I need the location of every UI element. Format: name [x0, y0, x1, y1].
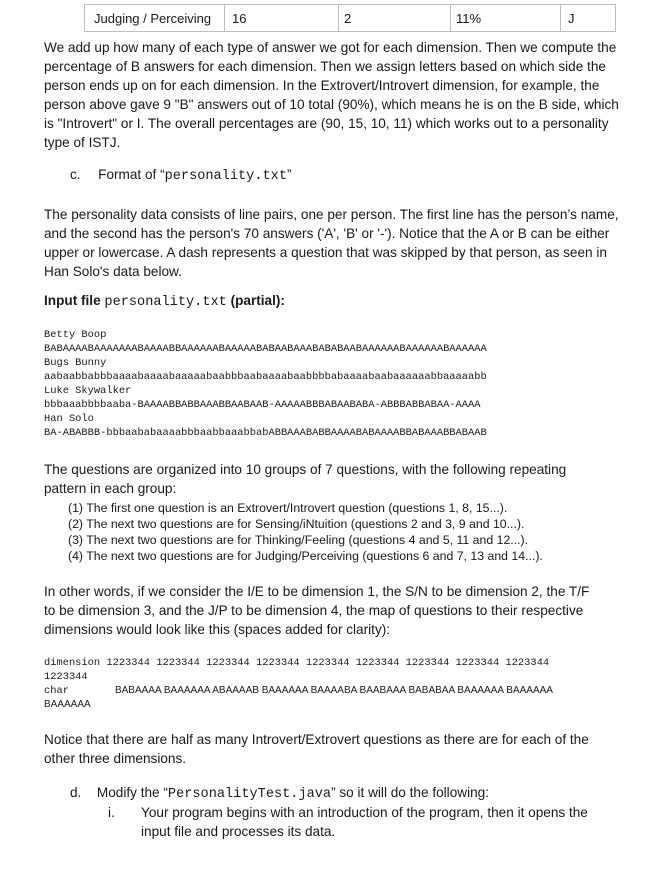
char-line: char BABAAAA BAAAAAA ABAAAAB BAAAAAA BAAAABA BAABAAA BABABAA BAAAAAA BAAAAAA	[44, 685, 553, 697]
filename: personality.txt	[104, 295, 227, 310]
section-c-heading: c. Format of “personality.txt”	[70, 167, 292, 184]
list-item: (1) The first one question is an Extrovert/Introvert question (questions 1, 8, 15...).	[68, 501, 508, 515]
letter-cell: J	[568, 11, 575, 26]
dimension-map	[44, 656, 553, 712]
b-count-cell: 2	[344, 11, 352, 26]
table-border	[615, 5, 616, 31]
table-border	[338, 5, 339, 31]
format-paragraph: The personality data consists of line pairs, one per person. The first line has the person’s name, and the second has the person's 70 answers ('A', 'B' or '-'). Notice that the A or B can be either upper or lowercase. A dash represents a question that was skipped by that person, as seen in Han Solo's data below.	[44, 207, 619, 279]
table-border	[560, 5, 561, 31]
intro-paragraph: We add up how many of each type of answer we got for each dimension. Then we compute the percentage of B answers for each dimension. Then we assign letters based on which side the person ends up on for each dimension. In the Extrovert/Introvert dimension, for example, the person above gave 9 "B" answers out of 10 total (90%), which means he is on the B side, which is "Introvert" or I. The overall percentages are (90, 15, 10, 11) which works out to a personality type of ISTJ.	[44, 40, 619, 150]
a-count-cell: 16	[232, 11, 247, 26]
dimension-line-wrap: 1223344	[44, 671, 88, 683]
input-file-heading: Input file personality.txt (partial):	[44, 293, 285, 310]
section-d-heading: d. Modify the “PersonalityTest.java” so it will do the following:	[70, 785, 489, 802]
percent-cell: 11%	[456, 11, 482, 26]
person-name: Luke Skywalker	[44, 385, 132, 397]
list-marker: i.	[108, 805, 115, 820]
dimension-line: dimension 1223344 1223344 1223344 1223344 1223344 1223344 1223344 1223344 1223344	[44, 657, 550, 669]
table-border	[224, 5, 225, 31]
summary-table-row	[84, 4, 616, 32]
input-file-listing	[44, 328, 487, 440]
dimension-label: Judging / Perceiving	[94, 11, 212, 26]
answer-line: aabaabbabbbaaaabaaaabaaaaabaabbbaabaaaabaabbbbabaaaabaabaaaaaabbaaaaabb	[44, 371, 487, 383]
filename: personality.txt	[164, 169, 287, 184]
filename: PersonalityTest.java	[167, 787, 332, 802]
char-line-wrap: BAAAAAA	[44, 699, 91, 710]
person-name: Han Solo	[44, 413, 94, 425]
list-item: (3) The next two questions are for Thinking/Feeling (questions 4 and 5, 11 and 12...).	[68, 533, 529, 547]
person-name: Bugs Bunny	[44, 357, 107, 369]
answer-line: bbbaaabbbbaaba-BAAAABBABBAAABBAABAAB-AAAAABBBABAABABA-ABBBABBABAA-AAAA	[44, 399, 481, 411]
answer-line: BA-ABABBB-bbbaababaaaabbbaabbaaabbabABBAAABABBAAAABABAAAABBABAAABBABAAB	[44, 427, 487, 439]
table-border	[84, 5, 85, 31]
table-border	[450, 5, 451, 31]
section-d-item-i: i. Your program begins with an introduction of the program, then it opens the input file and processes its data.	[108, 805, 588, 839]
dimension-paragraph: In other words, if we consider the I/E to be dimension 1, the S/N to be dimension 2, the T/F to be dimension 3, and the J/P to be dimension 4, the map of questions to their respective dimensions would look like this (spaces added for clarity):	[44, 584, 590, 637]
groups-intro: The questions are organized into 10 groups of 7 questions, with the following repeating pattern in each group:	[44, 462, 567, 496]
list-item: (2) The next two questions are for Sensing/iNtuition (questions 2 and 3, 9 and 10...).	[68, 517, 525, 531]
answer-line: BABAAAABAAAAAAABAAAABBAAAAAABAAAAABABAABAAABABABAABAAAAAABAAAAAABAAAAAA	[44, 343, 487, 355]
groups-list	[68, 500, 543, 564]
person-name: Betty Boop	[44, 329, 107, 341]
notice-paragraph: Notice that there are half as many Introvert/Extrovert questions as there are for each of the other three dimensions.	[44, 732, 589, 766]
list-item: (4) The next two questions are for Judging/Perceiving (questions 6 and 7, 13 and 14...).	[68, 549, 543, 563]
